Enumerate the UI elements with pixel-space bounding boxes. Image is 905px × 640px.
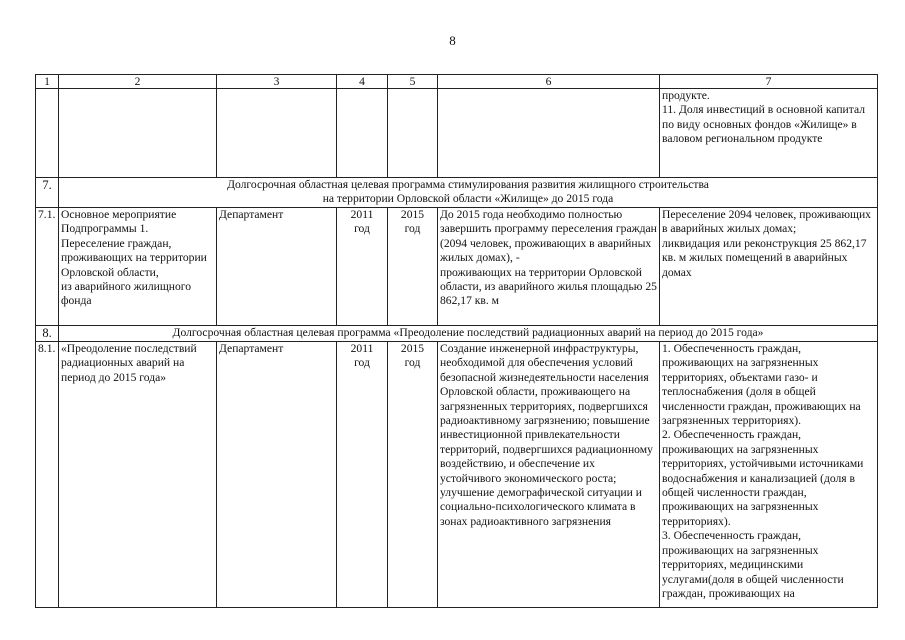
expected-result: Создание инженерной инфраструктуры, необходимой для обеспечения условий безопасной жизнедеятельности населения Орловской области, проживающего на загрязненных территориях, подвергшихся радиоактивному загрязнению; повышение инвестиционной привлекательности территорий, подвергшихся радиационному воздействию, и обеспечение их устойчивого экономического роста; улучшение демографической ситуации и социально-психологического климата в зонах радиоактивного загрязнения bbox=[438, 342, 660, 608]
program-table bbox=[35, 74, 878, 608]
page-number: 8 bbox=[449, 33, 456, 48]
table-row-7-1 bbox=[36, 208, 878, 326]
activity-name: «Преодоление последствий радиационных аварий на период до 2015 года» bbox=[59, 342, 217, 608]
activity-name: Основное мероприятие Подпрограммы 1. Переселение граждан, проживающих на территории Орловской области, из аварийного жилищного фонда bbox=[59, 208, 217, 326]
column-header: 4 bbox=[337, 75, 388, 89]
indicators-cell: Переселение 2094 человек, проживающих в аварийных жилых домах; ликвидация или реконструкция 25 862,17 кв. м жилых помещений в аварийных домах bbox=[660, 208, 878, 326]
expected-result: До 2015 года необходимо полностью завершить программу переселения граждан (2094 человек, проживающих в аварийных жилых домах), - проживающих на территории Орловской области, из аварийного жилья площадью 25 862,17 кв. м bbox=[438, 208, 660, 326]
executor-cell: Департамент bbox=[217, 208, 337, 326]
section-number: 7. bbox=[36, 178, 59, 208]
column-header: 1 bbox=[36, 75, 59, 89]
section-number: 8. bbox=[36, 326, 59, 342]
table-row-8-1 bbox=[36, 342, 878, 608]
indicators-cell: продукте. 11. Доля инвестиций в основной капитал по виду основных фондов «Жилище» в валовом региональном продукте bbox=[660, 89, 878, 178]
section-row-7 bbox=[36, 178, 878, 208]
column-number-row bbox=[36, 75, 878, 89]
column-header: 2 bbox=[59, 75, 217, 89]
end-year: 2015 год bbox=[388, 342, 438, 608]
column-header: 5 bbox=[388, 75, 438, 89]
start-year: 2011 год bbox=[337, 342, 388, 608]
section-title: Долгосрочная областная целевая программа «Преодоление последствий радиационных аварий на период до 2015 года» bbox=[59, 326, 878, 342]
section-title: Долгосрочная областная целевая программа стимулирования развития жилищного строительства на территории Орловской области «Жилище» до 2015 года bbox=[59, 178, 878, 208]
start-year: 2011 год bbox=[337, 208, 388, 326]
end-year: 2015 год bbox=[388, 208, 438, 326]
row-number: 8.1. bbox=[36, 342, 59, 608]
continuation-row bbox=[36, 89, 878, 178]
column-header: 7 bbox=[660, 75, 878, 89]
executor-cell: Департамент bbox=[217, 342, 337, 608]
section-row-8 bbox=[36, 326, 878, 342]
indicators-cell: 1. Обеспеченность граждан, проживающих на загрязненных территориях, объектами газо- и теплоснабжения (доля в общей численности граждан, проживающих на загрязненных территориях). 2. Обеспеченность граждан, проживающих на загрязненных территориях, устойчивыми источниками водоснабжения и канализацией (доля в общей численности граждан, проживающих на загрязненных территориях). 3. Обеспеченность граждан, проживающих на загрязненных территориях, медицинскими услугами(доля в общей численности граждан, проживающих на bbox=[660, 342, 878, 608]
column-header: 6 bbox=[438, 75, 660, 89]
row-number: 7.1. bbox=[36, 208, 59, 326]
column-header: 3 bbox=[217, 75, 337, 89]
